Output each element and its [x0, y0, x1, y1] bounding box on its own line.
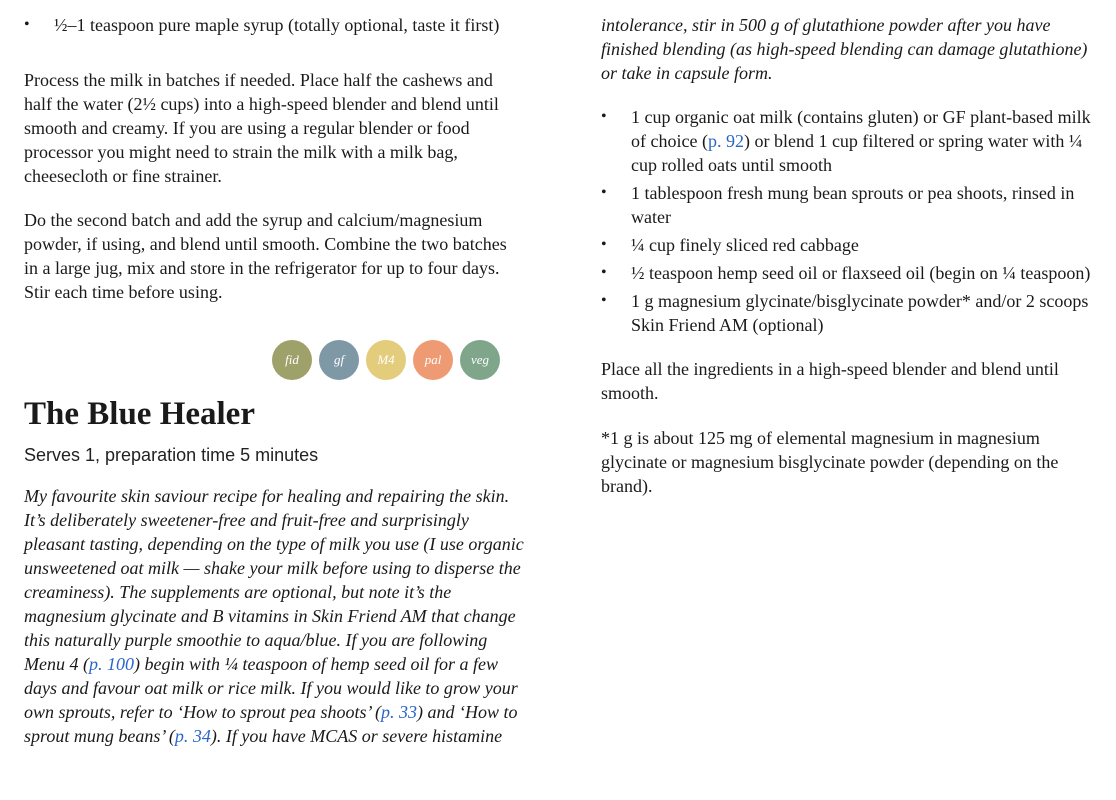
- badge-pal: pal: [413, 340, 453, 380]
- ingredient-text: ½–1 teaspoon pure maple syrup (totally optional, taste it first): [54, 15, 500, 35]
- recipe-intro: [24, 484, 524, 748]
- bullet-icon: •: [601, 264, 607, 281]
- page-link-100[interactable]: p. 100: [88, 654, 134, 674]
- badge-m4: M4: [366, 340, 406, 380]
- bullet-icon: •: [24, 16, 30, 33]
- bullet-icon: •: [601, 108, 607, 125]
- page-link-33[interactable]: p. 33: [381, 702, 418, 722]
- recipe-intro-continued: intolerance, stir in 500 g of glutathione powder after you have finished blending (as high-speed blending can damage glutathione) or take in capsule form.: [601, 15, 1088, 83]
- bullet-icon: •: [601, 236, 607, 253]
- ingredient-text: 1 tablespoon fresh mung bean sprouts or pea shoots, rinsed in water: [631, 183, 1075, 227]
- footnote: *1 g is about 125 mg of elemental magnesium in magnesium glycinate or magnesium bisglycinate powder (depending on the brand).: [601, 428, 1059, 496]
- ingredient-item-oat-milk: [601, 105, 1096, 177]
- right-column: [601, 0, 1096, 498]
- left-column: [24, 0, 524, 748]
- method-paragraph: Place all the ingredients in a high-speed blender and blend until smooth.: [601, 359, 1059, 403]
- method-paragraph-1: Process the milk in batches if needed. Place half the cashews and half the water (2½ cups) into a high-speed blender and blend until smooth and creamy. If you are using a regular blender or food processor you might need to strain the milk with a milk bag, cheesecloth or fine strainer.: [24, 70, 499, 186]
- serves-info: Serves 1, preparation time 5 minutes: [24, 445, 319, 465]
- dietary-badges: [272, 340, 524, 380]
- method-paragraph-2: Do the second batch and add the syrup and calcium/magnesium powder, if using, and blend until smooth. Combine the two batches in a large jug, mix and store in the refrigerator for up to four days. Stir each time before using.: [24, 210, 507, 302]
- badge-gf: gf: [319, 340, 359, 380]
- ingredient-text: ¼ cup finely sliced red cabbage: [631, 235, 859, 255]
- page-link-92[interactable]: p. 92: [707, 131, 744, 151]
- bullet-icon: •: [601, 184, 607, 201]
- ingredient-item-oil: [601, 261, 1096, 285]
- intro-text: ). If you have MCAS or severe histamine: [210, 726, 503, 746]
- badge-veg: veg: [460, 340, 500, 380]
- ingredient-text: ) or blend 1 cup filtered or spring water with ¼ cup rolled oats until smooth: [631, 131, 1083, 175]
- ingredient-list: [601, 105, 1096, 337]
- ingredient-item-cabbage: [601, 233, 1096, 257]
- bullet-icon: •: [601, 292, 607, 309]
- ingredient-item-magnesium: [601, 289, 1096, 337]
- maple-syrup-list: [24, 13, 524, 37]
- intro-text: ) begin with ¼ teaspoon of hemp seed oil for a few days and favour oat milk or rice milk. If you would like to grow your own sprouts, refer to ‘How to sprout pea shoots’ (: [24, 654, 518, 722]
- badge-fid: fid: [272, 340, 312, 380]
- page-link-34[interactable]: p. 34: [174, 726, 211, 746]
- ingredient-item-maple-syrup: [24, 13, 524, 37]
- ingredient-text: 1 cup organic oat milk (contains gluten) or GF plant-based milk of choice (: [631, 107, 1091, 151]
- ingredient-item-sprouts: [601, 181, 1096, 229]
- intro-text: ) and ‘How to sprout mung beans’ (: [24, 702, 518, 746]
- ingredient-text: ½ teaspoon hemp seed oil or flaxseed oil (begin on ¼ teaspoon): [631, 263, 1091, 283]
- ingredient-text: 1 g magnesium glycinate/bisglycinate powder* and/or 2 scoops Skin Friend AM (optional): [631, 291, 1089, 335]
- intro-text: My favourite skin saviour recipe for healing and repairing the skin. It’s deliberately sweetener-free and fruit-free and surprisingly pleasant tasting, depending on the type of milk you use (I use organic unsweetened oat milk — shake your milk before using to disperse the creaminess). The supplements are optional, but note it’s the magnesium glycinate and B vitamins in Skin Friend AM that change this naturally purple smoothie to aqua/blue. If you are following Menu 4 (: [24, 486, 524, 674]
- recipe-title: The Blue Healer: [24, 396, 255, 432]
